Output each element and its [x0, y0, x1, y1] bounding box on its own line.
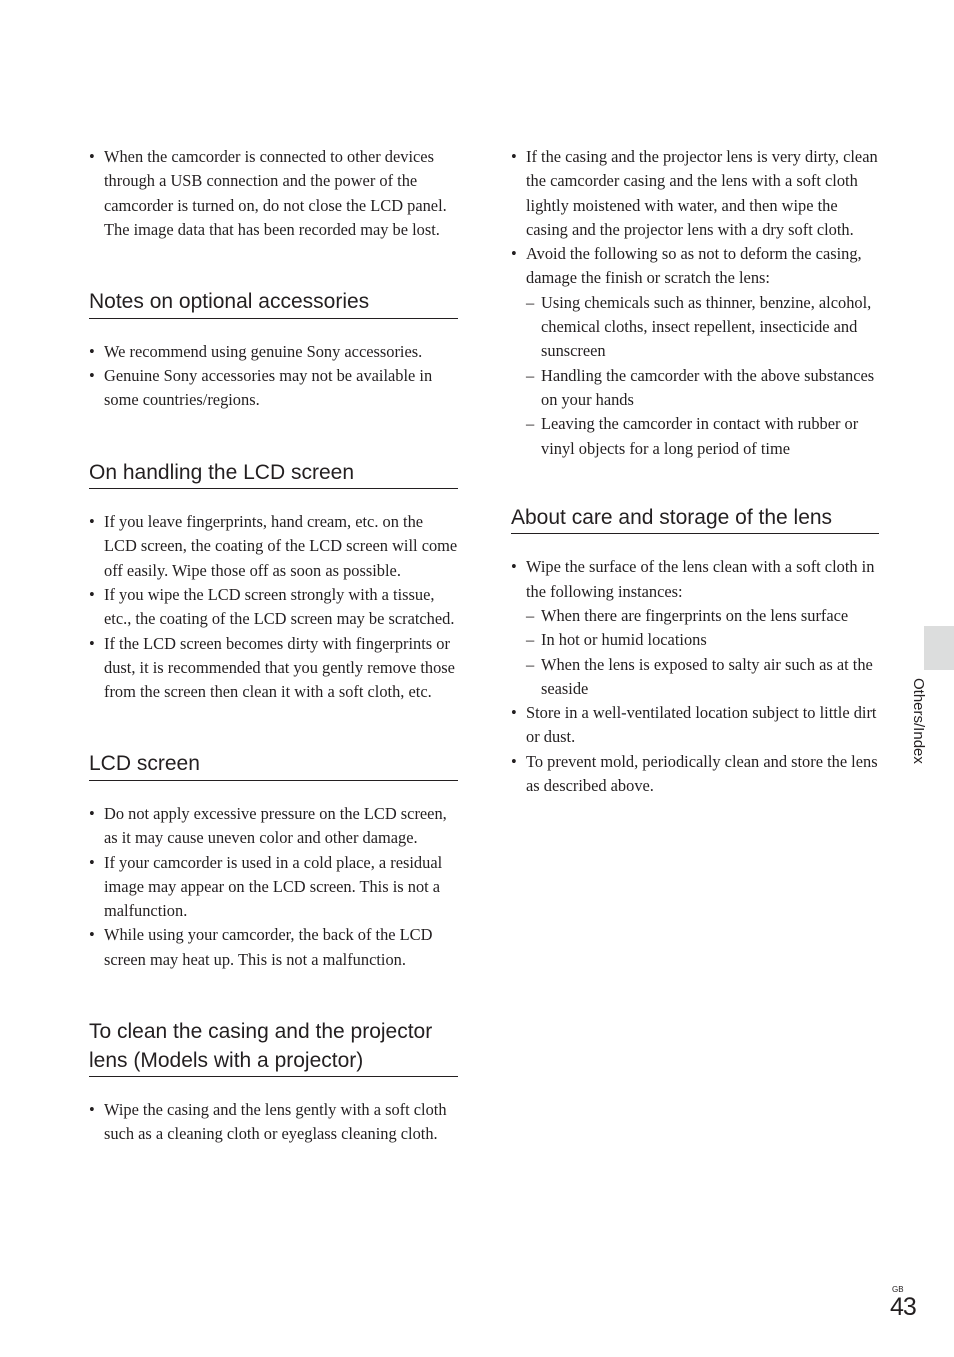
list-item: • Store in a well-ventilated location subject to little dirt or dust.: [511, 701, 879, 750]
section-heading-clean-casing: To clean the casing and the projector lens (Models with a projector): [89, 1018, 458, 1077]
section-heading-handling-lcd: On handling the LCD screen: [89, 459, 458, 490]
sub-list-item: – Leaving the camcorder in contact with rubber or vinyl objects for a long period of time: [526, 412, 879, 461]
list-item: • Wipe the casing and the lens gently with a soft cloth such as a cleaning cloth or eyeglass cleaning cloth.: [89, 1098, 458, 1147]
sub-list-item: – Handling the camcorder with the above substances on your hands: [526, 364, 879, 413]
intro-bullet-list: [89, 145, 458, 242]
accessories-bullet-list: [89, 340, 458, 413]
sub-list-item: – In hot or humid locations: [526, 628, 879, 652]
list-item-text: Avoid the following so as not to deform the casing, damage the finish or scratch the lens:: [526, 244, 862, 288]
list-item: [511, 242, 879, 461]
lens-care-bullet-list: [511, 555, 879, 798]
list-item: • While using your camcorder, the back of the LCD screen may heat up. This is not a malfunction.: [89, 923, 458, 972]
lcd-screen-bullet-list: [89, 802, 458, 972]
list-item: • When the camcorder is connected to other devices through a USB connection and the power of the camcorder is turned on, do not close the LCD panel. The image data that has been recorded may be lost.: [89, 145, 458, 242]
list-item: [511, 555, 879, 701]
sub-list-item: – When there are fingerprints on the lens surface: [526, 604, 879, 628]
page-number: 43: [890, 1293, 916, 1321]
section-tab-label: Others/Index: [910, 678, 927, 764]
sub-list-item: – When the lens is exposed to salty air such as at the seaside: [526, 653, 879, 702]
casing-care-bullet-list: [511, 145, 879, 461]
region-code: GB: [892, 1285, 904, 1294]
sub-list-item: – Using chemicals such as thinner, benzine, alcohol, chemical cloths, insect repellent, insecticide and sunscreen: [526, 291, 879, 364]
list-item: • If you wipe the LCD screen strongly with a tissue, etc., the coating of the LCD screen may be scratched.: [89, 583, 458, 632]
list-item: • Genuine Sony accessories may not be available in some countries/regions.: [89, 364, 458, 413]
list-item: • If you leave fingerprints, hand cream, etc. on the LCD screen, the coating of the LCD screen will come off easily. Wipe those off as soon as possible.: [89, 510, 458, 583]
list-item-text: Wipe the surface of the lens clean with a soft cloth in the following instances:: [526, 557, 875, 601]
list-item: • If your camcorder is used in a cold place, a residual image may appear on the LCD screen. This is not a malfunction.: [89, 851, 458, 924]
instances-sub-list: [526, 604, 879, 701]
list-item: • If the LCD screen becomes dirty with fingerprints or dust, it is recommended that you gently remove those from the screen then clean it with a soft cloth, etc.: [89, 632, 458, 705]
avoid-sub-list: [526, 291, 879, 461]
section-heading-lcd-screen: LCD screen: [89, 750, 458, 781]
left-column: [89, 145, 458, 1147]
list-item: • Do not apply excessive pressure on the LCD screen, as it may cause uneven color and other damage.: [89, 802, 458, 851]
list-item: • To prevent mold, periodically clean and store the lens as described above.: [511, 750, 879, 799]
section-heading-optional-accessories: Notes on optional accessories: [89, 288, 458, 319]
clean-casing-bullet-list: [89, 1098, 458, 1147]
handling-lcd-bullet-list: [89, 510, 458, 704]
right-column: [511, 145, 879, 798]
section-tab-marker: [924, 626, 954, 670]
section-heading-lens-care: About care and storage of the lens: [511, 504, 879, 535]
list-item: • We recommend using genuine Sony accessories.: [89, 340, 458, 364]
list-item: • If the casing and the projector lens is very dirty, clean the camcorder casing and the lens with a soft cloth lightly moistened with water, and then wipe the casing and the projector lens with a dry soft cloth.: [511, 145, 879, 242]
